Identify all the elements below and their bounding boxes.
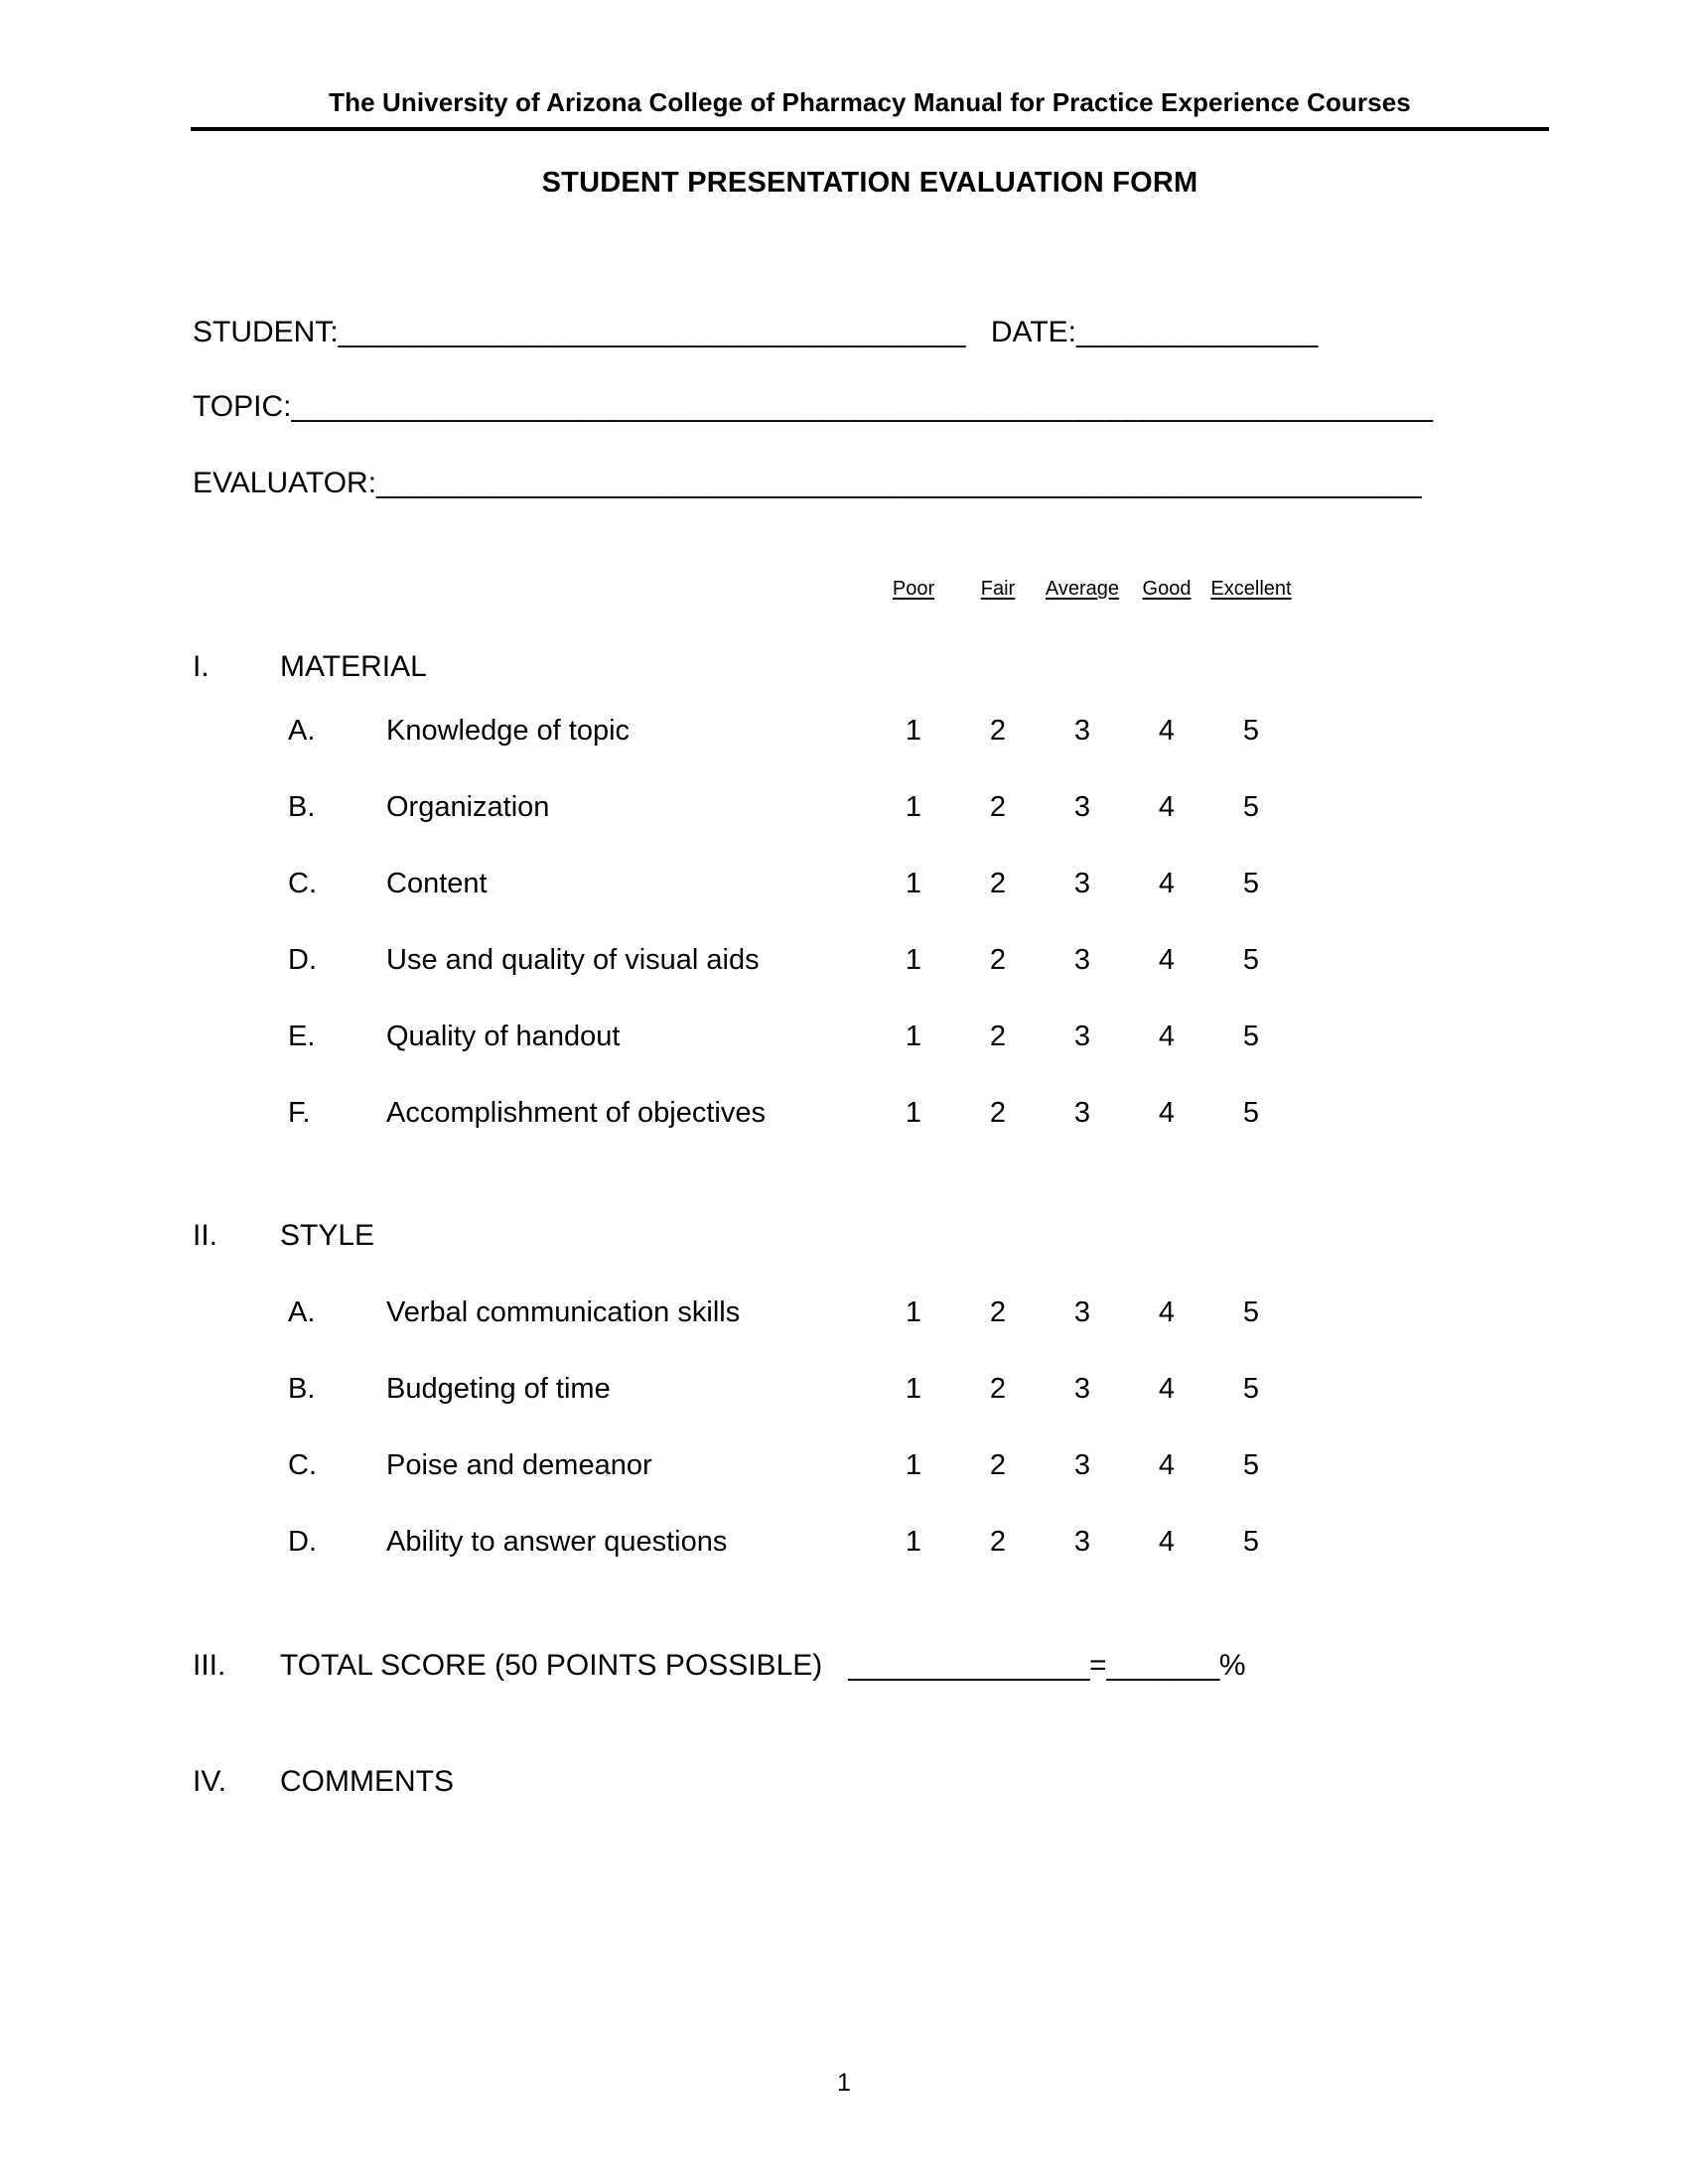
rating-item-row [193,1021,1503,1064]
student-input-blank[interactable]: _______________________________________ [338,316,965,348]
scale-header-excellent: Excellent [1210,578,1292,600]
rating-option-1[interactable]: 1 [905,1021,922,1052]
rating-item-row [193,1097,1503,1141]
item-label: Ability to answer questions [386,1526,728,1558]
item-letter: C. [288,868,317,899]
rating-item-row [193,868,1503,911]
rating-option-4[interactable]: 4 [1158,1297,1176,1328]
item-letter: F. [288,1097,311,1129]
rating-option-2[interactable]: 2 [989,1526,1007,1558]
section-title: MATERIAL [280,650,427,683]
rating-option-5[interactable]: 5 [1242,791,1260,823]
rating-option-3[interactable]: 3 [1073,944,1091,976]
comments-label: COMMENTS [280,1765,454,1798]
topic-input-blank[interactable]: _______________________________________________________________________ [291,390,1433,423]
equals-sign: = [1089,1649,1107,1682]
total-score-numeral: III. [193,1649,226,1682]
rating-item-row [193,1297,1503,1340]
rating-option-3[interactable]: 3 [1073,1449,1091,1481]
item-label: Accomplishment of objectives [386,1097,766,1129]
rating-option-5[interactable]: 5 [1242,944,1260,976]
rating-option-2[interactable]: 2 [989,1021,1007,1052]
rating-option-2[interactable]: 2 [989,868,1007,899]
scale-header-poor: Poor [892,578,935,600]
rating-option-2[interactable]: 2 [989,1373,1007,1405]
rating-option-2[interactable]: 2 [989,1097,1007,1129]
date-label: DATE: [990,316,1077,348]
total-score-label: TOTAL SCORE (50 POINTS POSSIBLE) [280,1649,823,1682]
rating-option-1[interactable]: 1 [905,944,922,976]
page-number: 1 [837,2069,851,2097]
rating-option-5[interactable]: 5 [1242,1297,1260,1328]
rating-option-4[interactable]: 4 [1158,715,1176,747]
rating-option-1[interactable]: 1 [905,1097,922,1129]
rating-option-1[interactable]: 1 [905,715,922,747]
rating-option-4[interactable]: 4 [1158,944,1176,976]
rating-option-1[interactable]: 1 [905,1449,922,1481]
rating-option-5[interactable]: 5 [1242,1526,1260,1558]
scale-header-good: Good [1142,578,1192,600]
item-label: Knowledge of topic [386,715,631,747]
item-letter: D. [288,944,317,976]
rating-option-3[interactable]: 3 [1073,1097,1091,1129]
rating-option-4[interactable]: 4 [1158,1449,1176,1481]
scale-header-fair: Fair [980,578,1016,600]
rating-option-1[interactable]: 1 [905,1373,922,1405]
evaluator-input-blank[interactable]: _________________________________________________________________ [376,467,1422,499]
section-heading-material [193,650,427,684]
rating-option-4[interactable]: 4 [1158,1097,1176,1129]
rating-item-row [193,1526,1503,1570]
rating-option-4[interactable]: 4 [1158,868,1176,899]
rating-item-row [193,715,1503,758]
rating-item-row [193,791,1503,835]
rating-option-2[interactable]: 2 [989,944,1007,976]
rating-option-5[interactable]: 5 [1242,1449,1260,1481]
item-label: Verbal communication skills [386,1297,741,1328]
rating-option-5[interactable]: 5 [1242,1373,1260,1405]
rating-option-3[interactable]: 3 [1073,715,1091,747]
item-letter: C. [288,1449,317,1481]
student-label: STUDENT: [193,316,339,348]
rating-option-2[interactable]: 2 [989,1297,1007,1328]
section-numeral: I. [193,650,210,683]
item-letter: B. [288,791,316,823]
rating-option-3[interactable]: 3 [1073,1373,1091,1405]
item-letter: D. [288,1526,317,1558]
item-letter: B. [288,1373,316,1405]
rating-item-row [193,1373,1503,1417]
comments-row [193,1765,454,1799]
rating-option-3[interactable]: 3 [1073,868,1091,899]
percent-blank[interactable]: _______ [1106,1649,1219,1682]
item-letter: A. [288,715,316,747]
rating-option-2[interactable]: 2 [989,791,1007,823]
section-numeral: II. [193,1219,218,1252]
section-title: STYLE [280,1219,375,1252]
rating-option-5[interactable]: 5 [1242,1097,1260,1129]
evaluator-field-row [193,467,1421,499]
running-header: The University of Arizona College of Pharmacy Manual for Practice Experience Courses [329,87,1411,117]
rating-option-2[interactable]: 2 [989,1449,1007,1481]
total-score-blank[interactable]: _______________ [848,1649,1090,1682]
rating-option-2[interactable]: 2 [989,715,1007,747]
rating-option-4[interactable]: 4 [1158,1373,1176,1405]
item-label: Organization [386,791,550,823]
rating-option-5[interactable]: 5 [1242,715,1260,747]
rating-option-4[interactable]: 4 [1158,1021,1176,1052]
item-label: Use and quality of visual aids [386,944,760,976]
topic-field-row [193,390,1433,423]
item-label: Budgeting of time [386,1373,611,1405]
item-label: Quality of handout [386,1021,621,1052]
header-divider-rule [191,127,1549,131]
topic-label: TOPIC: [193,390,292,423]
evaluator-label: EVALUATOR: [193,467,377,499]
rating-option-1[interactable]: 1 [905,1297,922,1328]
rating-item-row [193,944,1503,988]
percent-sign: % [1218,1649,1246,1682]
total-score-row [193,1649,1246,1683]
item-label: Poise and demeanor [386,1449,652,1481]
rating-option-3[interactable]: 3 [1073,791,1091,823]
rating-option-3[interactable]: 3 [1073,1021,1091,1052]
item-letter: E. [288,1021,316,1052]
scale-header-average: Average [1045,578,1120,600]
rating-option-5[interactable]: 5 [1242,868,1260,899]
comments-numeral: IV. [193,1765,226,1798]
date-input-blank[interactable]: _______________ [1076,316,1318,348]
rating-option-4[interactable]: 4 [1158,791,1176,823]
student-field-row [193,316,1318,348]
item-letter: A. [288,1297,316,1328]
section-heading-style [193,1219,374,1253]
rating-option-1[interactable]: 1 [905,1526,922,1558]
rating-item-row [193,1449,1503,1493]
rating-option-1[interactable]: 1 [905,868,922,899]
rating-option-5[interactable]: 5 [1242,1021,1260,1052]
rating-option-4[interactable]: 4 [1158,1526,1176,1558]
rating-option-3[interactable]: 3 [1073,1297,1091,1328]
rating-option-3[interactable]: 3 [1073,1526,1091,1558]
page-title: STUDENT PRESENTATION EVALUATION FORM [541,167,1198,199]
item-label: Content [386,868,488,899]
rating-option-1[interactable]: 1 [905,791,922,823]
